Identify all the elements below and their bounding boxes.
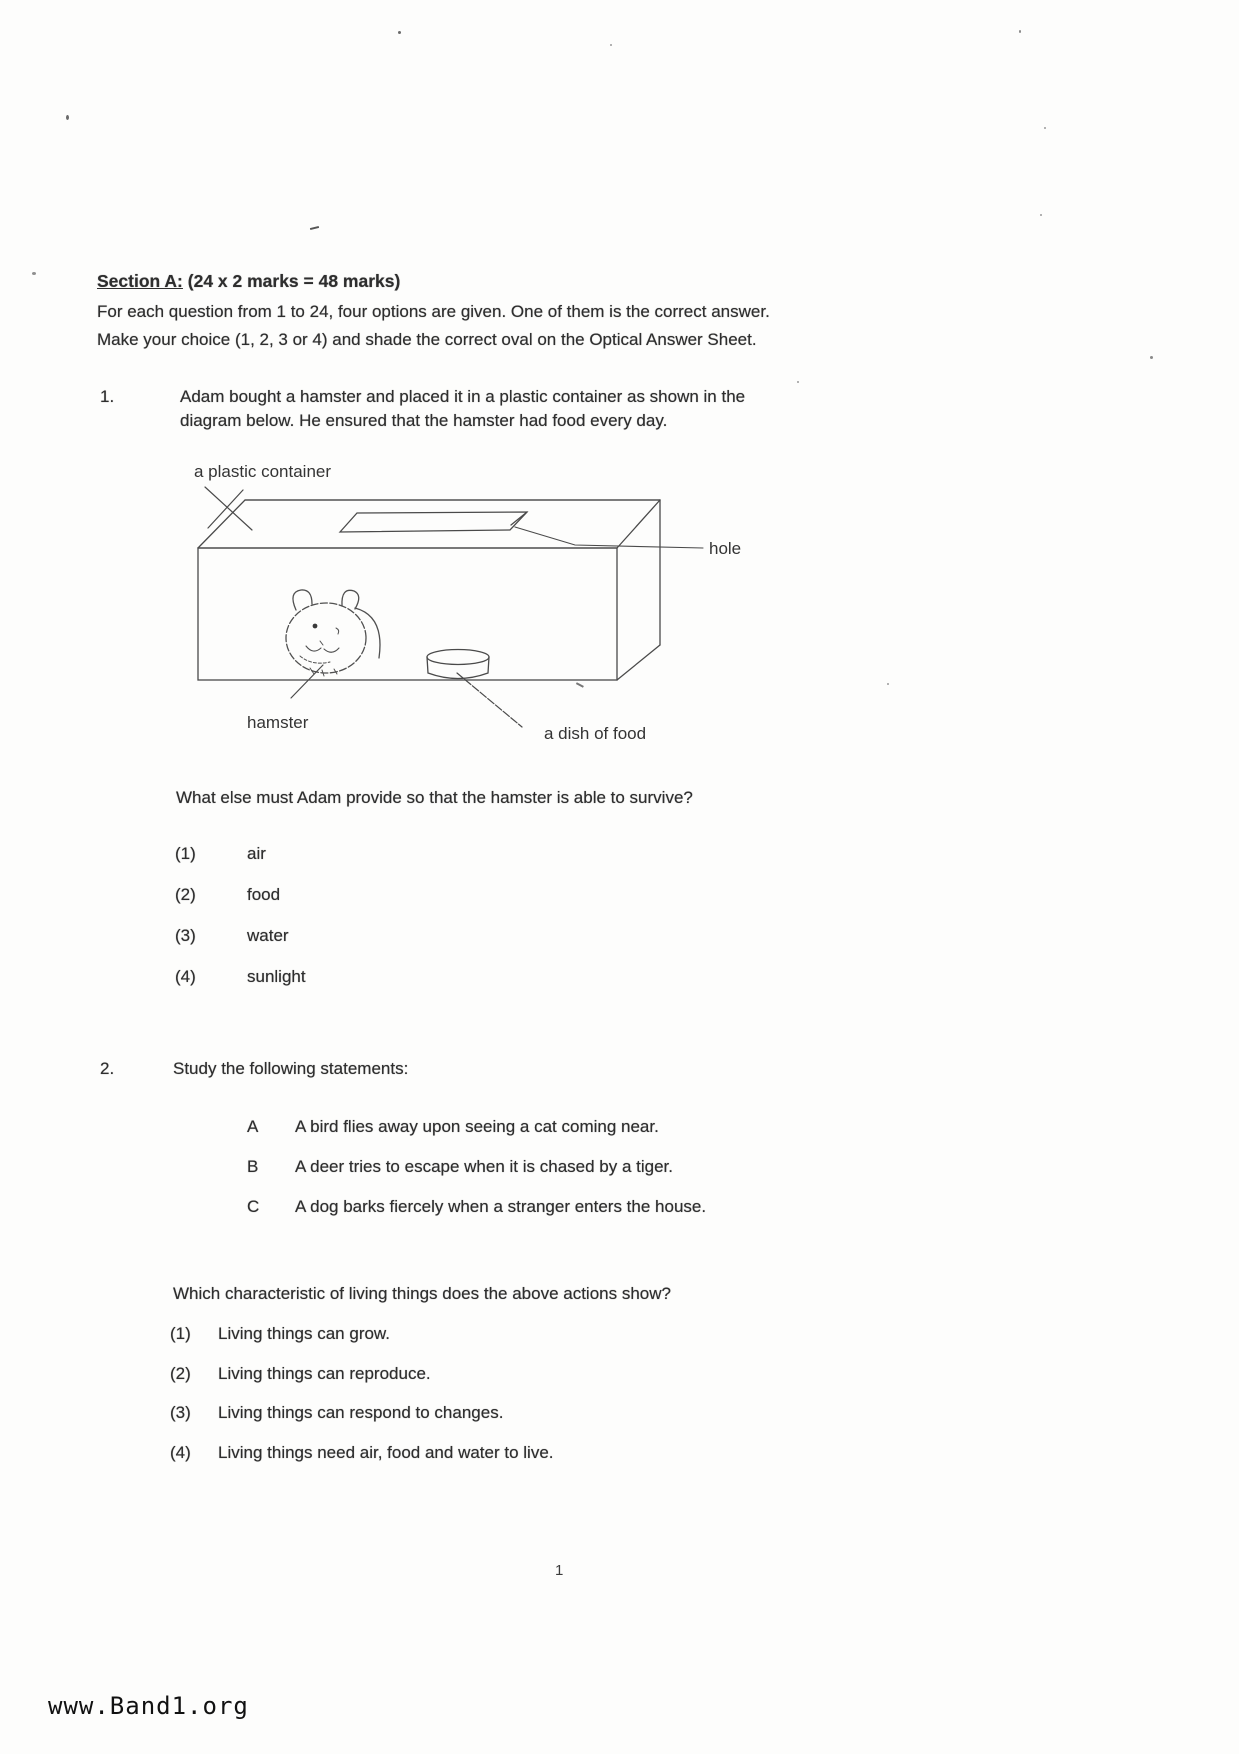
q1-option-4-number: (4) — [175, 967, 196, 986]
hole-slot-kink — [511, 512, 527, 525]
scan-speck — [887, 683, 889, 685]
q1-option-3-number: (3) — [175, 926, 196, 945]
q2-option-1-label: Living things can grow. — [218, 1324, 390, 1343]
q1-option-2-label: food — [247, 885, 281, 904]
scan-speck — [610, 44, 612, 46]
q1-option-1-label: air — [247, 844, 266, 863]
section-instruction-line2: Make your choice (1, 2, 3 or 4) and shade the correct oval on the Optical Answer Sheet. — [97, 330, 757, 349]
page-number: 1 — [555, 1562, 564, 1579]
q1-option-2-number: (2) — [175, 885, 196, 904]
q2-option-3-number: (3) — [170, 1403, 191, 1422]
scan-speck — [1044, 127, 1046, 129]
box-right-top-slant — [617, 500, 660, 548]
question-1-text-line1: Adam bought a hamster and placed it in a plastic container as shown in the — [180, 387, 746, 406]
section-marks: (24 x 2 marks = 48 marks) — [182, 271, 401, 291]
scan-speck — [398, 31, 401, 34]
scan-speck — [797, 381, 799, 383]
question-2-prompt: Which characteristic of living things does the above actions show? — [173, 1284, 671, 1303]
scan-speck — [1150, 356, 1153, 359]
box-right-bottom-slant — [617, 645, 660, 680]
q2-option-2-number: (2) — [170, 1364, 191, 1383]
scan-speck — [1019, 30, 1021, 33]
box-front-rect — [198, 548, 617, 680]
question-1-prompt: What else must Adam provide so that the hamster is able to survive? — [176, 788, 693, 807]
q2-statement-a-text: A bird flies away upon seeing a cat coming near. — [295, 1117, 659, 1136]
scan-speck — [1040, 214, 1042, 216]
dish-label: a dish of food — [544, 724, 647, 743]
section-heading — [97, 270, 400, 292]
section-title: Section A: — [97, 271, 183, 291]
q2-statement-b-letter: B — [247, 1157, 259, 1176]
question-1-text-line2: diagram below. He ensured that the hamster had food every day. — [180, 411, 668, 430]
q2-statement-c-letter: C — [247, 1197, 260, 1216]
q2-option-2-label: Living things can reproduce. — [218, 1364, 431, 1383]
q1-option-1-number: (1) — [175, 844, 196, 863]
question-1-number: 1. — [100, 387, 115, 406]
q2-option-4-label: Living things need air, food and water to live. — [218, 1443, 554, 1462]
hole-label: hole — [709, 539, 742, 558]
q2-statement-a-letter: A — [247, 1117, 259, 1136]
scan-speck — [32, 272, 36, 275]
q2-statement-b-text: A deer tries to escape when it is chased by a tiger. — [295, 1157, 673, 1176]
container-leader-cross — [208, 490, 243, 528]
hamster-label: hamster — [247, 713, 309, 732]
q1-option-3-label: water — [247, 926, 289, 945]
box-top-face — [198, 500, 660, 548]
q1-option-4-label: sunlight — [247, 967, 306, 986]
q2-option-4-number: (4) — [170, 1443, 191, 1462]
q2-statement-c-text: A dog barks fiercely when a stranger enters the house. — [295, 1197, 707, 1216]
q2-option-3-label: Living things can respond to changes. — [218, 1403, 504, 1422]
question-2-number: 2. — [100, 1059, 115, 1078]
scan-tilde-mark — [310, 226, 319, 230]
scan-speck — [66, 115, 69, 120]
hamster-drawing — [286, 590, 380, 676]
q2-option-1-number: (1) — [170, 1324, 191, 1343]
hole-leader-line — [515, 527, 703, 548]
hamster-container-diagram — [150, 440, 810, 752]
hole-slot — [340, 512, 527, 532]
hamster-leader-line — [291, 665, 323, 698]
question-2-text: Study the following statements: — [173, 1059, 409, 1078]
section-instruction-line1: For each question from 1 to 24, four options are given. One of them is the correct answer. — [97, 302, 770, 321]
footer-watermark: www.Band1.org — [48, 1692, 249, 1720]
container-label: a plastic container — [194, 462, 332, 481]
dish-leader-line — [457, 673, 522, 727]
